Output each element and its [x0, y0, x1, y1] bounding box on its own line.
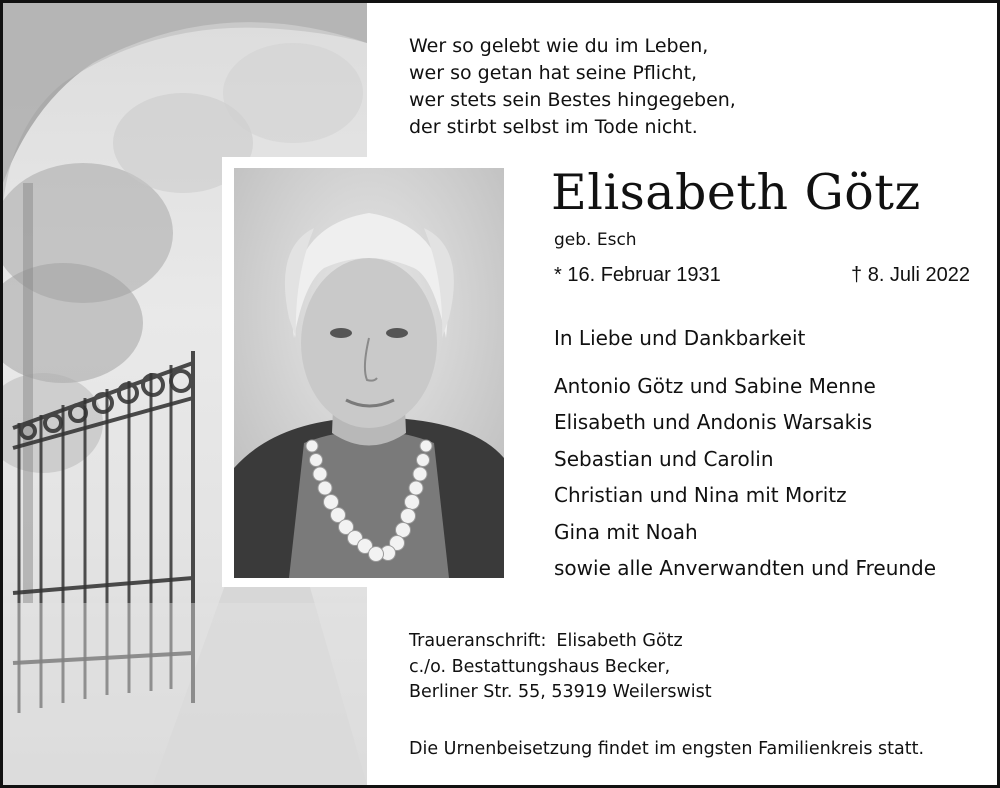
dedication: In Liebe und Dankbarkeit — [554, 326, 806, 350]
mourner-entry: Gina mit Noah — [554, 519, 698, 544]
address-label: Traueranschrift: — [409, 631, 547, 651]
mourner-entry: Christian und Nina mit Moritz — [554, 483, 847, 508]
deceased-name: Elisabeth Götz — [551, 164, 921, 221]
address-line-3: Berliner Str. 55, 53919 Weilerswist — [409, 682, 712, 702]
portrait-frame — [222, 157, 514, 587]
poem-line: wer stets sein Bestes hingegeben, — [409, 89, 736, 111]
address-name: Elisabeth Götz — [556, 631, 683, 651]
mourner-entry: Antonio Götz und Sabine Menne — [554, 374, 876, 398]
birth-date: * 16. Februar 1931 — [554, 264, 721, 286]
poem-line: Wer so gelebt wie du im Leben, — [409, 35, 709, 57]
poem-line: der stirbt selbst im Tode nicht. — [409, 116, 698, 138]
mourning-address — [409, 629, 712, 706]
burial-notice: Die Urnenbeisetzung findet im engsten Familienkreis statt. — [409, 739, 925, 759]
mourner-entry: Sebastian und Carolin — [554, 446, 774, 471]
mourner-entry: Elisabeth und Andonis Warsakis — [554, 410, 873, 435]
mourners-list — [554, 368, 936, 586]
maiden-name: geb. Esch — [554, 230, 637, 250]
portrait-photo — [234, 168, 504, 578]
portrait-illustration — [234, 168, 504, 578]
address-line-1 — [409, 629, 712, 655]
death-date: † 8. Juli 2022 — [851, 264, 970, 286]
poem — [409, 33, 769, 141]
mourner-entry: sowie alle Anverwandten und Freunde — [554, 556, 937, 581]
address-line-2: c./o. Bestattungshaus Becker, — [409, 656, 671, 677]
poem-line: wer so getan hat seine Pflicht, — [409, 62, 698, 84]
